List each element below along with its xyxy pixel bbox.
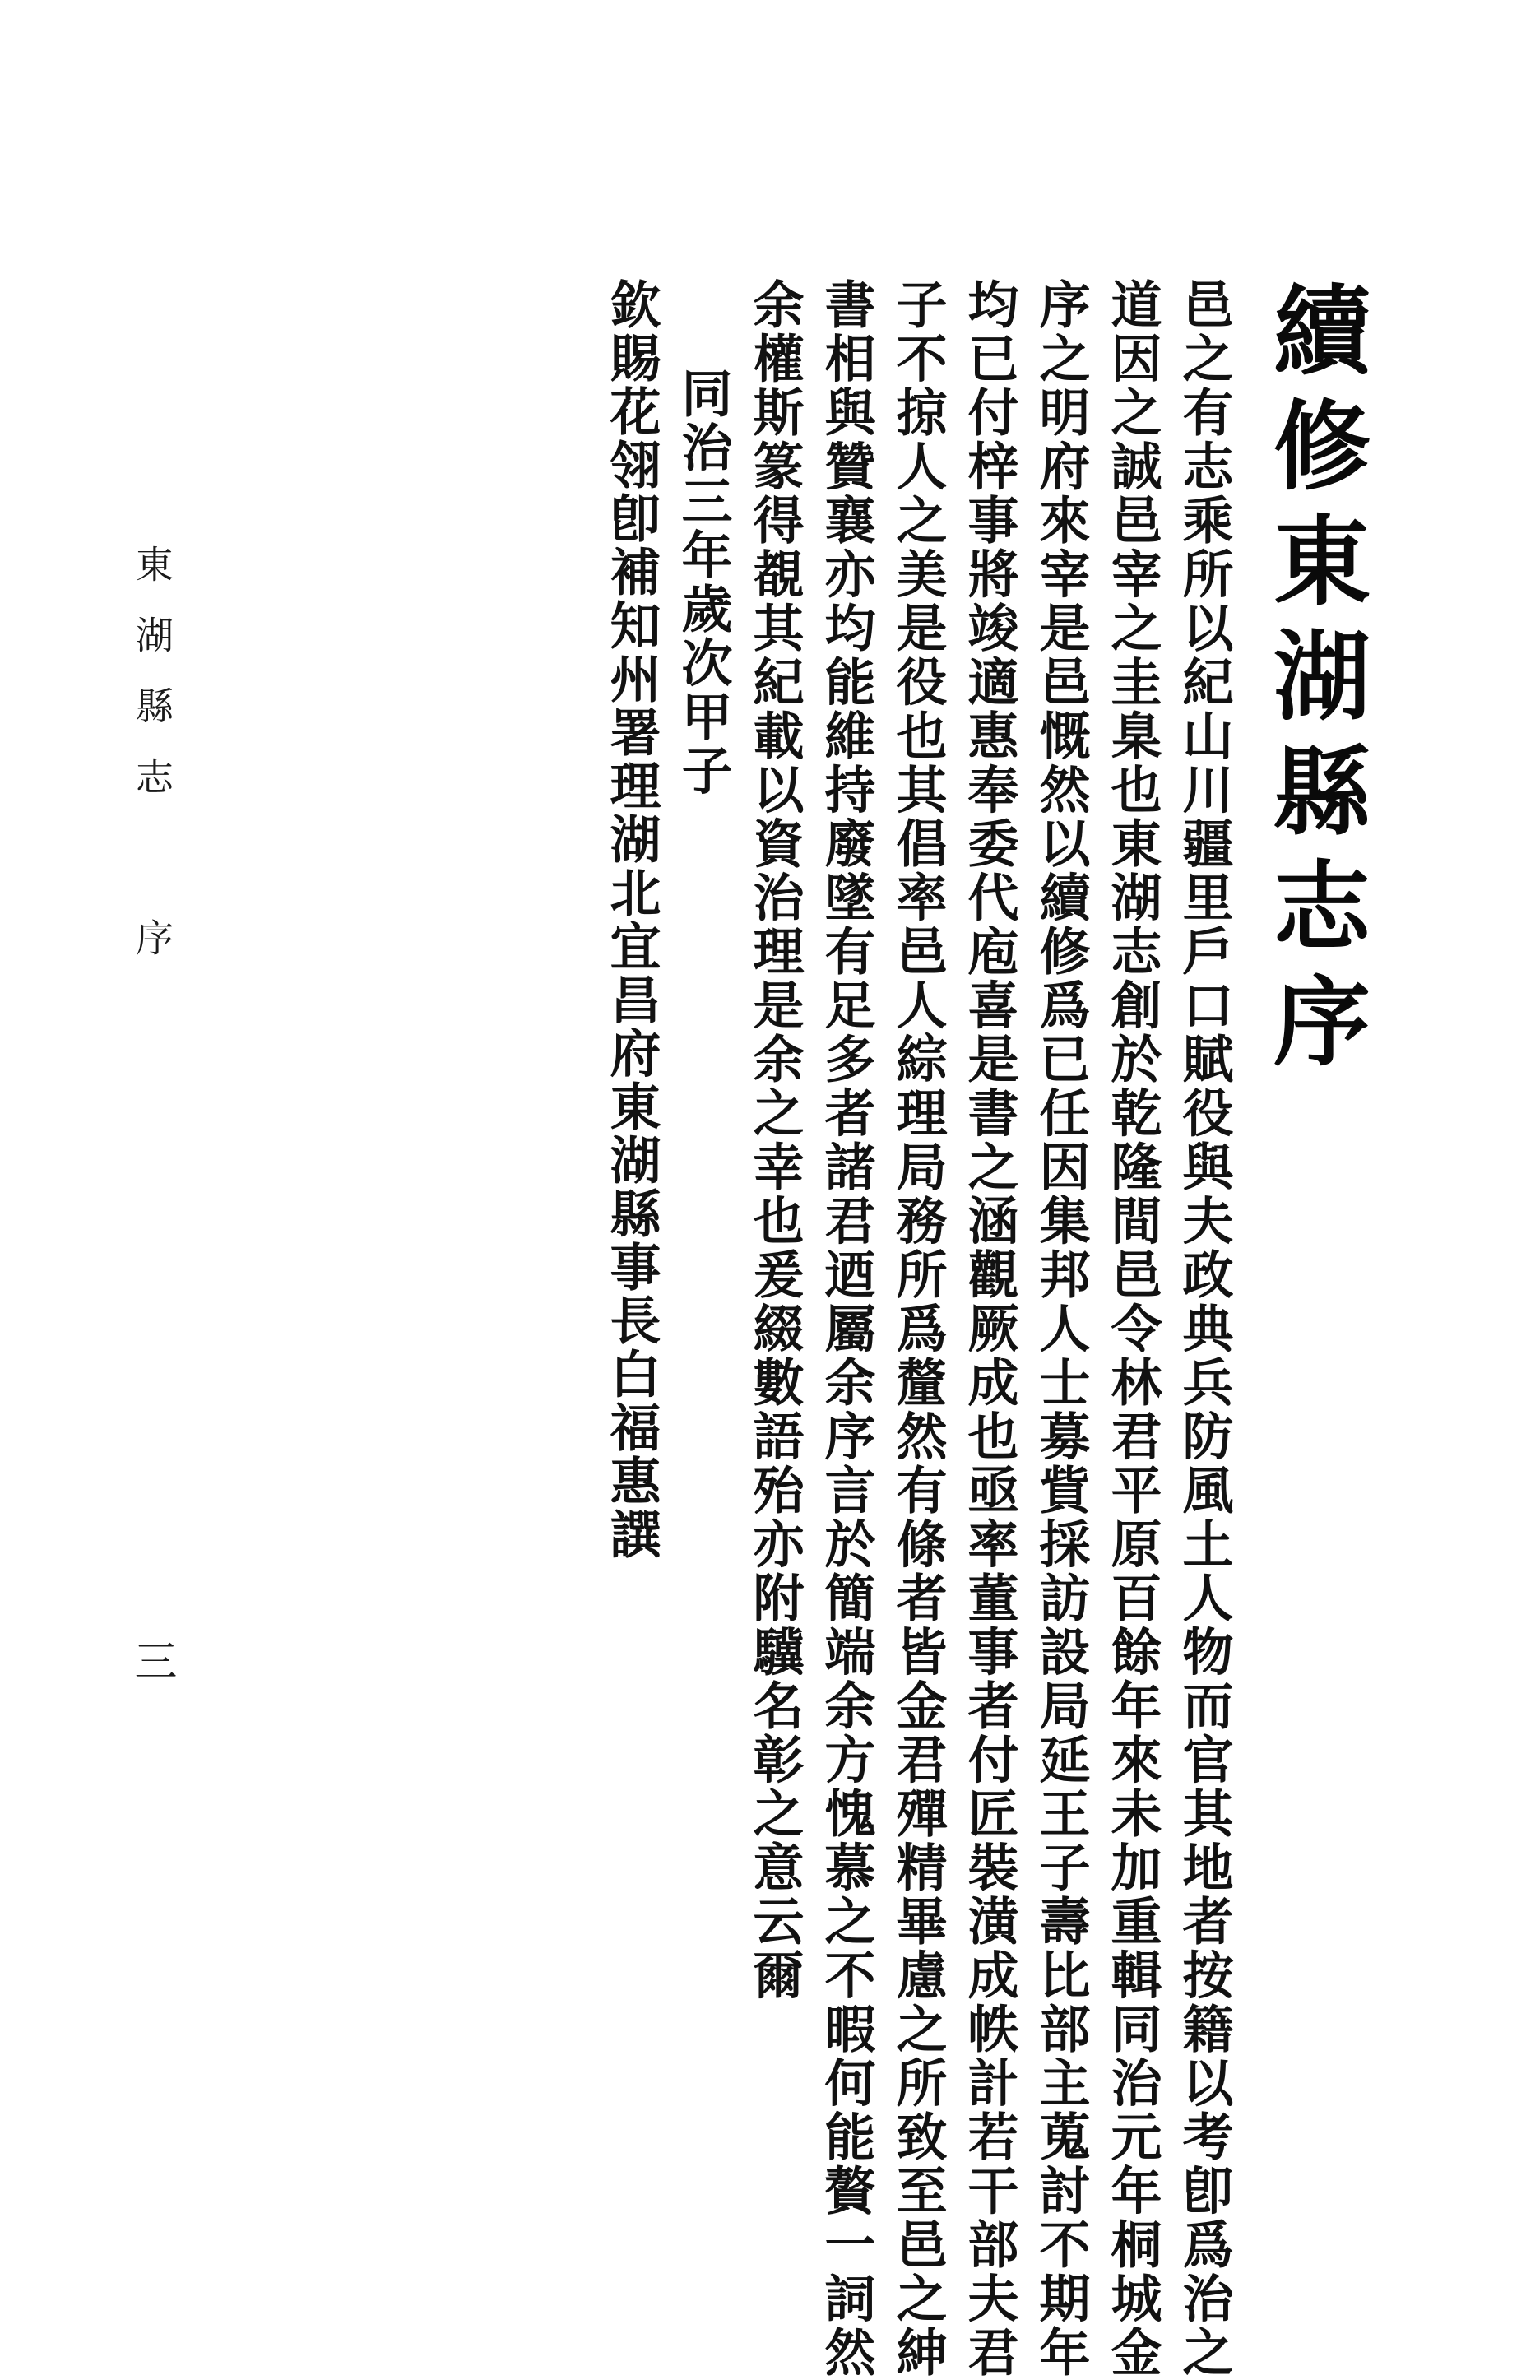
preface-line-7: 余權斯篆得覩其紀載以資治理是余之幸也爰綴數語殆亦附驥名彰之意云爾 xyxy=(744,278,805,2002)
margin-page-number: 三 xyxy=(127,1639,176,1682)
margin-section-label: 序 xyxy=(130,918,174,956)
preface-date: 同治三年歲次甲子 xyxy=(673,367,733,798)
preface-line-2: 道因之誠邑宰之圭臬也東湖志創於乾隆間邑令林君平原百餘年來未加重輯同治元年桐城金 xyxy=(1102,278,1162,2380)
margin-book-title: 東湖縣志 xyxy=(130,545,174,828)
preface-signature: 欽賜花翎卽補知州署理湖北宜昌府東湖縣事長白福惠譔 xyxy=(601,278,661,1561)
preface-line-5: 子不掠人之美是役也其倡率邑人綜理局務所爲釐然有條者皆金君殫精畢慮之所致至邑之紳 xyxy=(888,278,948,2380)
preface-line-1: 邑之有志乘所以紀山川疆里戶口賦役與夫政典兵防風土人物而官其地者按籍以考卽爲治之 xyxy=(1174,278,1234,2380)
preface-line-3: 序之明府來宰是邑慨然以續修爲已任因集邦人士募貲採訪設局延王子壽比部主蒐討不期年 xyxy=(1031,278,1091,2380)
preface-line-4: 均已付梓事將竣適惠奉委代庖喜是書之涵觀厥成也亟率董事者付匠裝潢成帙計若干部夫君 xyxy=(959,278,1019,2380)
preface-line-6: 書相與贊襄亦均能維持廢墜有足多者諸君迺屬余序言於簡端余方愧慕之不暇何能贅一詞然 xyxy=(816,278,876,2380)
preface-title: 續修東湖縣志序 xyxy=(1257,280,1371,1086)
